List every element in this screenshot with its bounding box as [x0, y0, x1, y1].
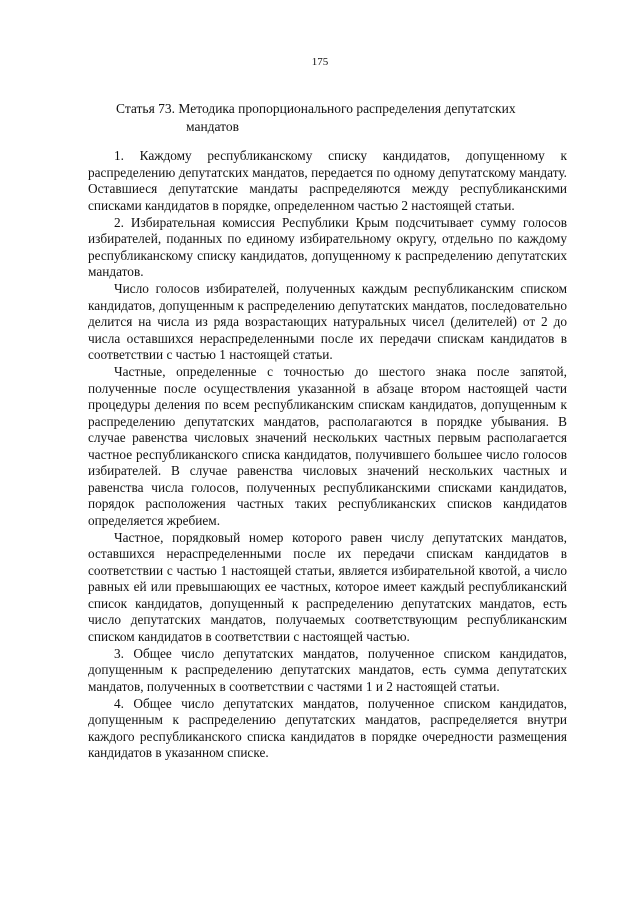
article-title-line-2: мандатов — [186, 119, 240, 134]
paragraph-divisors: Число голосов избирателей, полученных каждым республиканским списком кандидатов, допущенным к распределению депутатских мандатов, последовательно делится на числа из ряда возрастающих натуральных чисел (делителей) от 2 до числа оставшихся нераспределенными после их передачи спискам кандидатов в соответствии с частью 1 настоящей статьи. — [88, 281, 567, 362]
article-title-line-1: Статья 73. Методика пропорционального распределения депутатских — [116, 101, 516, 116]
article-title — [116, 100, 556, 136]
paragraph-part-3: 3. Общее число депутатских мандатов, полученное списком кандидатов, допущенным к распределению депутатских мандатов, есть сумма депутатских мандатов, полученных в соответствии с частями 1 и 2 настоящей статьи. — [88, 645, 567, 694]
paragraph-electoral-quota: Частное, порядковый номер которого равен числу депутатских мандатов, оставшихся нераспределенными после их передачи спискам кандидатов в соответствии с частью 1 настоящей статьи, является избирательной квотой, а число равных ей или превышающих ее частных, которое имеет каждый республиканский список кандидатов, допущенный к распределению депутатских мандатов, есть число депутатских мандатов, получаемых соответствующим республиканским списком кандидатов в соответствии с настоящей частью. — [88, 529, 567, 644]
paragraph-part-1: 1. Каждому республиканскому списку кандидатов, допущенному к распределению депутатских мандатов, передается по одному депутатскому мандату. Оставшиеся депутатские мандаты распределяются между республиканскими списками кандидатов в порядке, определенном частью 2 настоящей статьи. — [88, 148, 567, 213]
page-number: 175 — [311, 56, 329, 68]
article-body — [88, 148, 567, 762]
paragraph-part-4: 4. Общее число депутатских мандатов, полученное списком кандидатов, допущенным к распределению депутатских мандатов, распределяется внутри каждого республиканского списка кандидатов в порядке очередности размещения кандидатов в указанном списке. — [88, 695, 567, 760]
paragraph-quotients: Частные, определенные с точностью до шестого знака после запятой, полученные после осуществления указанной в абзаце втором настоящей части процедуры деления по всем республиканским спискам кандидатов, допущенным к распределению депутатских мандатов, располагаются в порядке убывания. В случае равенства числовых значений нескольких частных первым располагается частное республиканского списка кандидатов, получившего большее число голосов избирателей. В случае равенства числовых значений нескольких частных и равенства числа голосов, полученных республиканскими списками кандидатов, порядок расположения частных таких республиканских списков кандидатов определяется жребием. — [88, 364, 567, 528]
paragraph-part-2: 2. Избирательная комиссия Республики Крым подсчитывает сумму голосов избирателей, поданных по единому избирательному округу, отдельно по каждому республиканскому списку кандидатов, допущенному к распределению депутатских мандатов. — [88, 214, 567, 279]
